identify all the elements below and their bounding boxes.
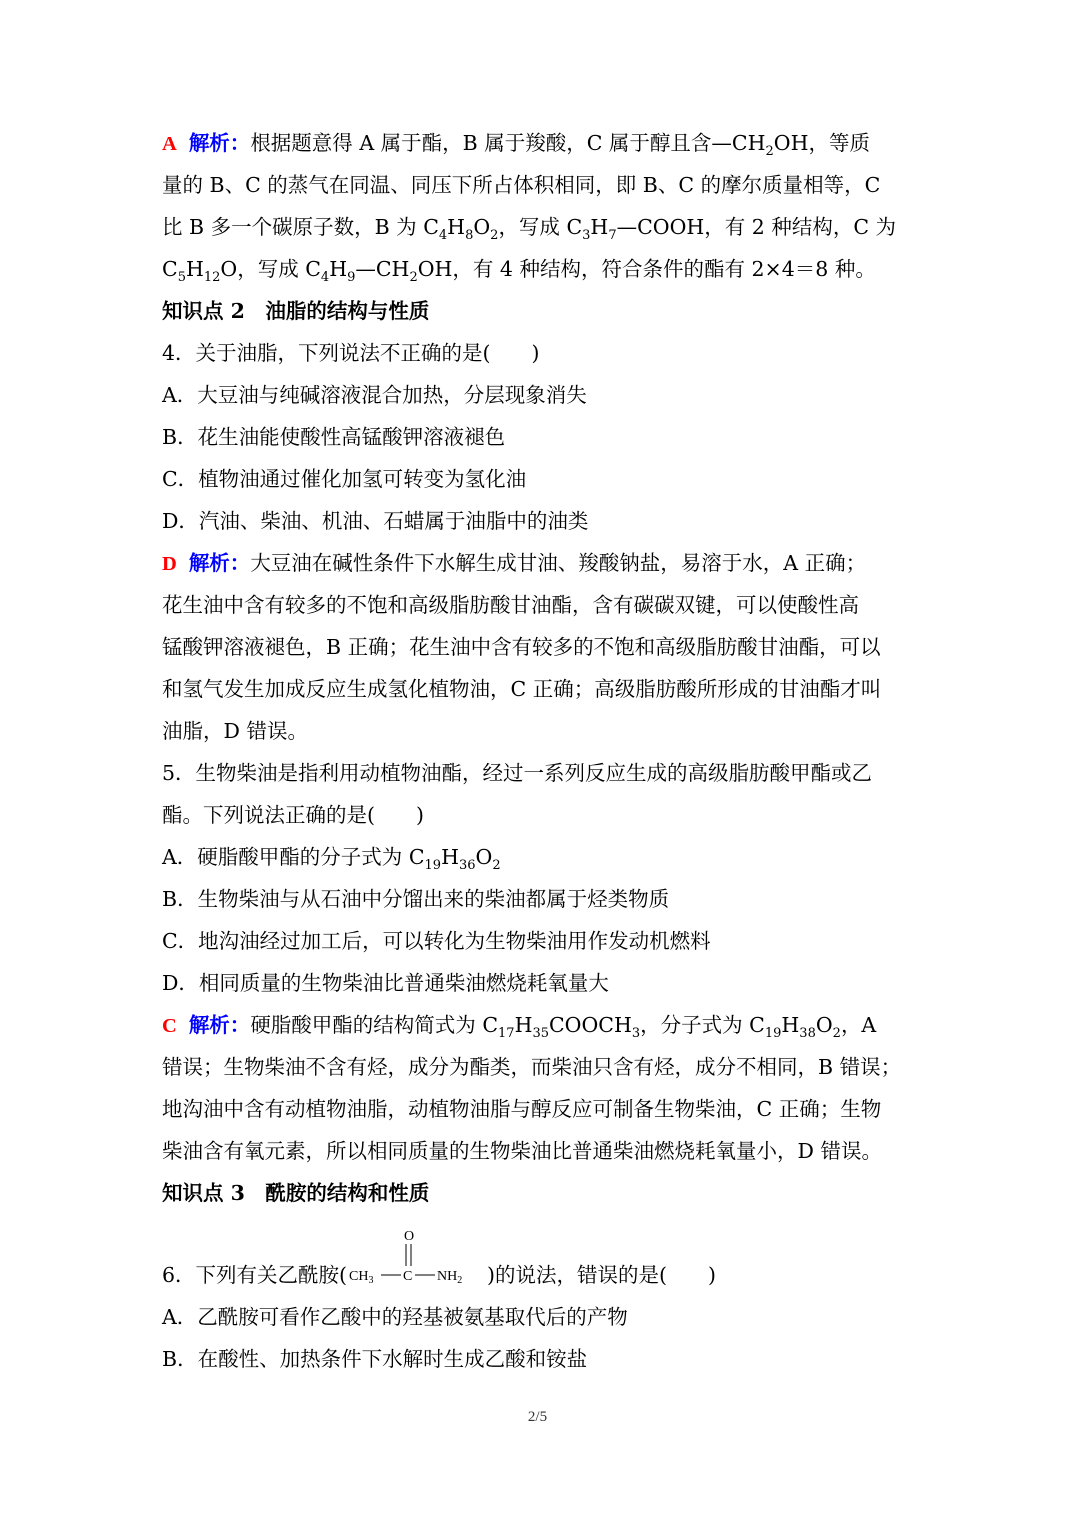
analysis-text: OH，等质 bbox=[773, 131, 870, 155]
subscript: 12 bbox=[203, 270, 221, 286]
q3-analysis-line-2: 量的 B、C 的蒸气在同温、同压下所占体积相同，即 B、C 的摩尔质量相等，C bbox=[162, 173, 881, 197]
subscript: 8 bbox=[465, 228, 474, 244]
analysis-text: 比 B 多一个碳原子数，B 为 C bbox=[162, 215, 439, 239]
q4-analysis-line-5: 油脂，D 错误。 bbox=[162, 719, 308, 743]
subscript: 2 bbox=[832, 1026, 841, 1042]
q5-option-a bbox=[162, 836, 922, 878]
subscript: 5 bbox=[177, 270, 186, 286]
q5-analysis-line-2: 错误；生物柴油不含有烃，成分为酯类，而柴油只含有烃，成分不相同，B 错误； bbox=[162, 1055, 902, 1079]
q6-option-b: B．在酸性、加热条件下水解时生成乙酸和铵盐 bbox=[162, 1347, 588, 1371]
carbonyl-carbon: C bbox=[403, 1269, 413, 1284]
q6-stem bbox=[162, 1229, 922, 1296]
q4-option-d: D．汽油、柴油、机油、石蜡属于油脂中的油类 bbox=[162, 509, 589, 533]
answer-letter: D bbox=[162, 553, 177, 575]
q4-option-b: B．花生油能使酸性高锰酸钾溶液褪色 bbox=[162, 425, 506, 449]
analysis-text: 硬脂酸甲酯的结构简式为 C bbox=[250, 1013, 499, 1037]
knowledge-point-2-heading: 知识点 2 油脂的结构与性质 bbox=[162, 299, 430, 323]
analysis-text: H bbox=[590, 215, 609, 239]
analysis-text: ，A bbox=[840, 1013, 877, 1037]
question-text: 6．下列有关乙酰胺( bbox=[162, 1263, 348, 1287]
subscript: 36 bbox=[458, 858, 476, 874]
q3-analysis-line-1 bbox=[162, 122, 922, 164]
q3-analysis-line-3 bbox=[162, 206, 922, 248]
subscript: 2 bbox=[409, 270, 418, 286]
analysis-label: 解析： bbox=[188, 131, 251, 155]
q4-analysis-line-1 bbox=[162, 542, 922, 584]
analysis-text: O，写成 C bbox=[220, 257, 321, 281]
analysis-label: 解析： bbox=[188, 551, 251, 575]
acetamide-structure-drawing bbox=[347, 1224, 487, 1296]
subscript: 4 bbox=[320, 270, 330, 286]
q4-analysis-line-3: 锰酸钾溶液褪色，B 正确；花生油中含有较多的不饱和高级脂肪酸甘油酯，可以 bbox=[162, 635, 881, 659]
analysis-text: ，写成 C bbox=[498, 215, 583, 239]
q5-stem-line-2: 酯。下列说法正确的是( ) bbox=[162, 803, 424, 827]
analysis-text: O bbox=[815, 1013, 833, 1037]
subscript: 7 bbox=[608, 228, 617, 244]
analysis-text: ，分子式为 C bbox=[640, 1013, 765, 1037]
answer-letter: C bbox=[162, 1015, 177, 1037]
subscript: 2 bbox=[765, 144, 774, 160]
subscript: 2 bbox=[492, 858, 501, 874]
amino-group: $NH_2$ bbox=[437, 1269, 463, 1286]
q5-option-d: D．相同质量的生物柴油比普通柴油燃烧耗氧量大 bbox=[162, 971, 609, 995]
analysis-text: O bbox=[473, 215, 491, 239]
analysis-text: H bbox=[185, 257, 204, 281]
oxygen-atom: O bbox=[404, 1229, 415, 1244]
q3-analysis-line-4 bbox=[162, 248, 922, 290]
q4-stem: 4．关于油脂，下列说法不正确的是( ) bbox=[162, 341, 540, 365]
q5-option-c: C．地沟油经过加工后，可以转化为生物柴油用作发动机燃料 bbox=[162, 929, 711, 953]
q4-option-c: C．植物油通过催化加氢可转变为氢化油 bbox=[162, 467, 527, 491]
methyl-group: $CH_3$ bbox=[349, 1269, 374, 1286]
q5-option-b: B．生物柴油与从石油中分馏出来的柴油都属于烃类物质 bbox=[162, 887, 670, 911]
subscript: 2 bbox=[490, 228, 499, 244]
analysis-text: C bbox=[162, 257, 178, 281]
option-text: O bbox=[475, 845, 493, 869]
analysis-text: OH，有 4 种结构，符合条件的酯有 2×4＝8 种。 bbox=[417, 257, 876, 281]
question-text: )的说法，错误的是( ) bbox=[487, 1263, 717, 1287]
analysis-text: —CH bbox=[355, 257, 410, 281]
subscript: 35 bbox=[532, 1026, 549, 1042]
subscript: 19 bbox=[424, 858, 442, 874]
subscript: 9 bbox=[347, 270, 356, 286]
page-content bbox=[162, 122, 922, 1380]
page-number: 2/5 bbox=[527, 1409, 548, 1425]
subscript: 3 bbox=[582, 228, 591, 244]
analysis-text: H bbox=[329, 257, 348, 281]
q4-analysis-line-4: 和氢气发生加成反应生成氢化植物油，C 正确；高级脂肪酸所形成的甘油酯才叫 bbox=[162, 677, 882, 701]
option-text: H bbox=[441, 845, 459, 869]
analysis-label: 解析： bbox=[188, 1013, 251, 1037]
subscript: 17 bbox=[498, 1026, 515, 1042]
subscript: 19 bbox=[764, 1026, 782, 1042]
q6-option-a: A．乙酰胺可看作乙酸中的羟基被氨基取代后的产物 bbox=[162, 1305, 628, 1329]
analysis-text: H bbox=[781, 1013, 800, 1037]
q5-analysis-line-3: 地沟油中含有动植物油脂，动植物油脂与醇反应可制备生物柴油，C 正确；生物 bbox=[162, 1097, 882, 1121]
answer-letter: A bbox=[162, 133, 177, 155]
subscript: 4 bbox=[438, 228, 448, 244]
acetamide-structure bbox=[347, 1229, 487, 1296]
option-text: A．硬脂酸甲酯的分子式为 C bbox=[162, 845, 425, 869]
knowledge-point-3-heading: 知识点 3 酰胺的结构和性质 bbox=[162, 1181, 430, 1205]
analysis-text: 根据题意得 A 属于酯，B 属于羧酸，C 属于醇且含—CH bbox=[250, 131, 766, 155]
analysis-text: H bbox=[514, 1013, 533, 1037]
q4-option-a: A．大豆油与纯碱溶液混合加热，分层现象消失 bbox=[162, 383, 587, 407]
q5-analysis-line-4: 柴油含有氧元素，所以相同质量的生物柴油比普通柴油燃烧耗氧量小，D 错误。 bbox=[162, 1139, 882, 1163]
q4-analysis-line-2: 花生油中含有较多的不饱和高级脂肪酸甘油酯，含有碳碳双键，可以使酸性高 bbox=[162, 593, 859, 617]
analysis-text: —COOH，有 2 种结构，C 为 bbox=[616, 215, 897, 239]
analysis-text: 大豆油在碱性条件下水解生成甘油、羧酸钠盐，易溶于水，A 正确； bbox=[250, 551, 867, 575]
analysis-text: H bbox=[447, 215, 466, 239]
q5-analysis-line-1 bbox=[162, 1004, 922, 1046]
subscript: 38 bbox=[799, 1026, 816, 1042]
q5-stem-line-1: 5．生物柴油是指利用动植物油酯，经过一系列反应生成的高级脂肪酸甲酯或乙 bbox=[162, 761, 873, 785]
analysis-text: COOCH bbox=[549, 1013, 632, 1037]
subscript: 3 bbox=[631, 1026, 641, 1042]
